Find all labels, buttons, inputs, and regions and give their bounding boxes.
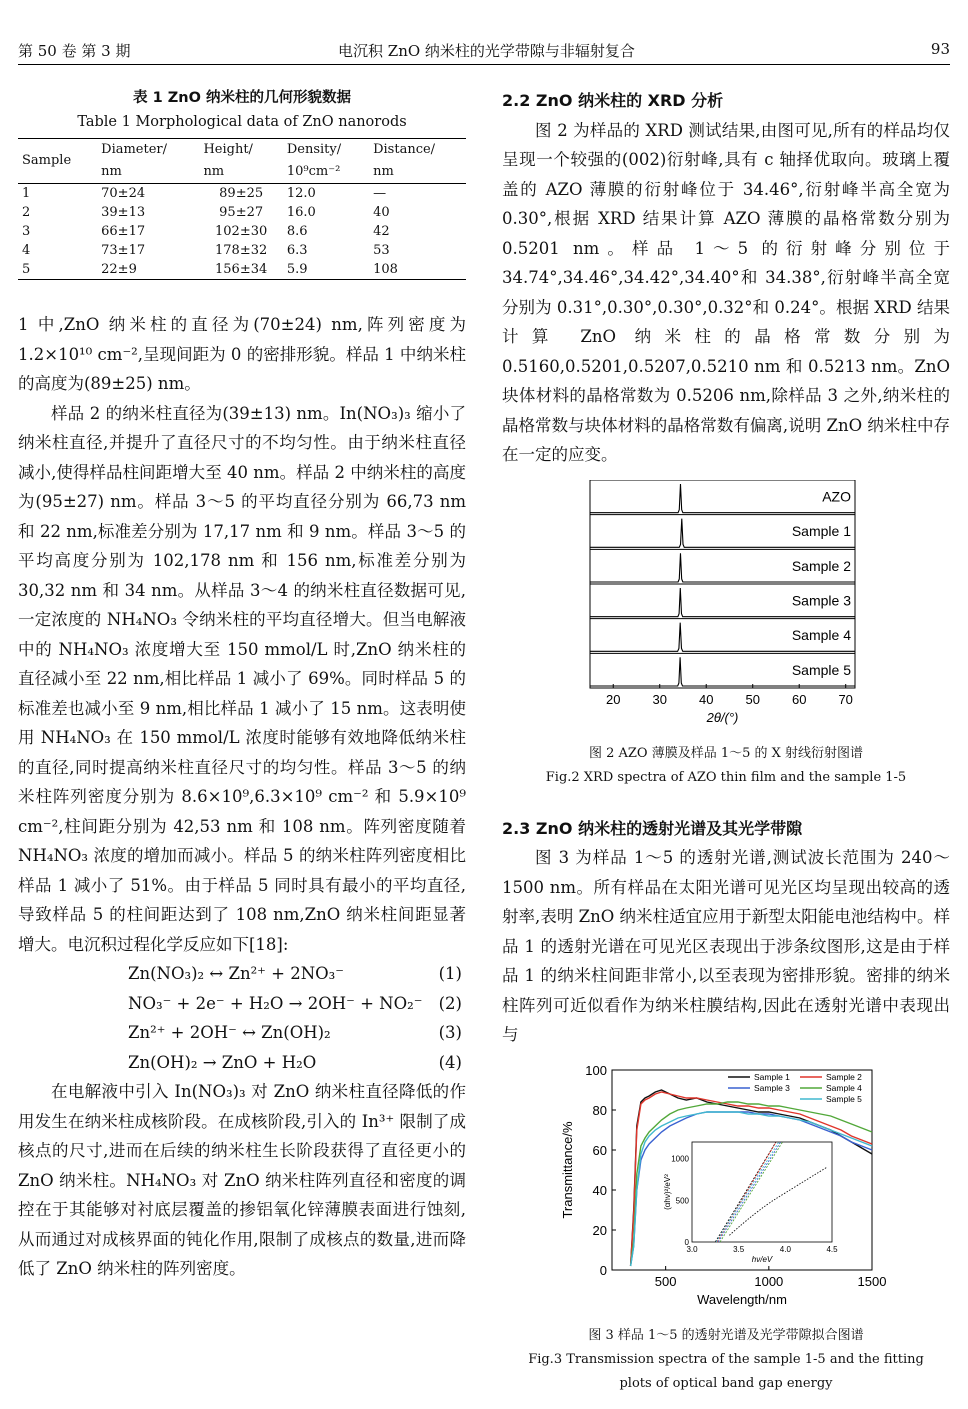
- table-header: Distance/: [373, 142, 436, 157]
- x-tick-label: 60: [791, 691, 807, 707]
- table-header: Sample: [22, 153, 72, 168]
- series-label: Sample 2: [791, 557, 851, 574]
- equation: Zn(NO₃)₂ ↔ Zn²⁺ + 2NO₃⁻ (1): [128, 964, 462, 983]
- x-tick-label: 50: [745, 691, 760, 707]
- figure-2: [502, 480, 950, 742]
- table1-caption-cn: 表 1 ZnO 纳米柱的几何形貌数据: [133, 90, 351, 106]
- figure3-caption-en: Fig.3 Transmission spectra of the sample 1-5 and the fitting: [528, 1351, 924, 1367]
- inset-frame: [692, 1142, 832, 1242]
- table-header: Diameter/: [101, 142, 168, 157]
- series-label: Sample 1: [791, 522, 851, 539]
- paragraph: 图 2 为样品的 XRD 测试结果,由图可见,所有的样品均仅呈现一个较强的(002)衍射峰,具有 c 轴择优取向。玻璃上覆盖的 AZO 薄膜的衍射峰位于 34.46°,衍射峰半高全宽为 0.30°,根据 XRD 结果计算 AZO 薄膜的晶格常数分别为 0.5201 nm。样品 1～5 的衍射峰分别位于 34.74°,34.46°,34.42°,34.40°和 34.38°,衍射峰半高全宽分别为 0.31°,0.30°,0.30°,0.32°和 0.24°。根据 XRD 结果计算 ZnO 纳米柱的晶格常数分别为 0.5160,0.5201,0.5207,0.5210 nm 和 0.5213 nm。ZnO 块体材料的晶格常数为 0.5206 nm,除样品 3 之外,纳米柱的晶格常数与块体材料的晶格常数有偏离,说明 ZnO 纳米柱中存在一定的应变。: [502, 120, 950, 464]
- table1: [18, 138, 466, 280]
- x-tick-label: 40: [698, 691, 714, 707]
- y-tick-label: 0: [599, 1262, 607, 1278]
- series-label: Sample 4: [791, 626, 851, 643]
- inset-y-tick-label: 500: [675, 1195, 689, 1205]
- running-title: 电沉积 ZnO 纳米柱的光学带隙与非辐射复合: [338, 42, 635, 60]
- table1-caption-en: Table 1 Morphological data of ZnO nanorods: [77, 114, 407, 130]
- figure3-caption-cn: 图 3 样品 1～5 的透射光谱及光学带隙拟合图谱: [588, 1327, 864, 1343]
- inset-y-tick-label: 1000: [671, 1154, 689, 1164]
- table-row: 4 73±17 178±32 6.3 53: [22, 243, 390, 258]
- y-tick-label: 80: [592, 1102, 607, 1118]
- inset-x-tick-label: 3.0: [686, 1244, 698, 1254]
- journal-volume: 第 50 卷 第 3 期: [18, 42, 131, 60]
- table-unit: nm: [101, 164, 122, 179]
- inset-x-tick-label: 4.0: [779, 1244, 791, 1254]
- table-row: 3 66±17 102±30 8.6 42: [22, 224, 390, 239]
- paragraph: 样品 2 的纳米柱直径为(39±13) nm。In(NO₃)₃ 缩小了纳米柱直径,并提升了直径尺寸的不均匀性。由于纳米柱直径减小,使得样品柱间距增大至 40 nm。样品 2 中纳米柱的高度为(95±27) nm。样品 3～5 的平均直径分别为 66,73 nm 和 22 nm,标准差分别为 17,17 nm 和 9 nm。样品 3～5 的平均高度分别为 102,178 nm 和 156 nm,标准差分别为 30,32 nm 和 34 nm。从样品 3～4 的纳米柱直径数据可见,一定浓度的 NH₄NO₃ 令纳米柱的平均直径增大。但当电解液中的 NH₄NO₃ 浓度增大至 150 mmol/L 时,ZnO 纳米柱的直径减小至 22 nm,相比样品 1 减小了 69%。同时样品 5 的标准差也减小至 9 nm,相比样品 1 减小了 15 nm。这表明使用 NH₄NO₃ 在 150 mmol/L 浓度时能够有效地降低纳米柱的直径,同时提高纳米柱直径尺寸的均匀性。样品 3～5 的纳米柱阵列密度分别为 8.6×10⁹,6.3×10⁹ cm⁻² 和 5.9×10⁹ cm⁻²,柱间距分别为 42,53 nm 和 108 nm。阵列密度随着 NH₄NO₃ 浓度的增加而减小。样品 5 的纳米柱阵列密度相比样品 1 减小了 51%。由于样品 5 同时具有最小的平均直径,导致样品 5 的柱间距达到了 108 nm,ZnO 纳米柱间距显著增大。电沉积过程化学反应如下[18]:: [18, 403, 466, 954]
- inset-x-tick-label: 4.5: [826, 1244, 838, 1254]
- legend-label: Sample 4: [826, 1082, 862, 1093]
- x-tick-label: 500: [654, 1273, 677, 1289]
- left-column: [18, 86, 466, 1284]
- y-tick-label: 60: [592, 1142, 607, 1158]
- x-tick-label: 20: [606, 691, 621, 707]
- table-unit: nm: [373, 164, 394, 179]
- y-axis-label: Transmittance/%: [560, 1120, 575, 1219]
- x-tick-label: 30: [652, 691, 667, 707]
- table-unit: 10⁹cm⁻²: [286, 164, 341, 179]
- inset-x-axis-label: hν/eV: [751, 1254, 773, 1264]
- figure-3: [502, 1062, 950, 1324]
- x-tick-label: 1000: [754, 1273, 784, 1289]
- right-column: [502, 86, 950, 1396]
- series-label: Sample 5: [791, 661, 851, 678]
- paragraph: 1 中,ZnO 纳米柱的直径为(70±24) nm,阵列密度为 1.2×10¹⁰ cm⁻²,呈现间距为 0 的密排形貌。样品 1 中纳米柱的高度为(89±25) nm。: [18, 315, 466, 393]
- xrd-series-line: [590, 484, 855, 513]
- transmission-chart: [502, 1062, 950, 1324]
- table-row: 1 70±24 89±25 12.0 —: [22, 186, 387, 201]
- section-heading: 2.2 ZnO 纳米柱的 XRD 分析: [502, 91, 724, 110]
- running-header: [18, 38, 950, 65]
- y-tick-label: 20: [592, 1222, 607, 1238]
- paragraph: 图 3 为样品 1～5 的透射光谱,测试波长范围为 240～1500 nm。所有样品在太阳光谱可见光区均呈现出较高的透射率,表明 ZnO 纳米柱适宜应用于新型太阳能电池结构中。样品 1 的透射光谱在可见光区表现出于涉条纹图形,这是由于样品 1 的纳米柱间距非常小,以至表现为密排形貌。密排的纳米柱阵列可近似看作为纳米柱膜结构,因此在透射光谱中表现出与: [502, 848, 950, 1044]
- x-axis-label: 2θ/(°): [706, 709, 739, 725]
- x-tick-label: 70: [838, 691, 853, 707]
- inset-x-tick-label: 3.5: [733, 1244, 745, 1254]
- legend-label: Sample 5: [826, 1093, 862, 1104]
- legend-label: Sample 2: [826, 1071, 862, 1082]
- x-tick-label: 1500: [857, 1273, 887, 1289]
- figure3-caption-en: plots of optical band gap energy: [619, 1375, 833, 1391]
- equation: NO₃⁻ + 2e⁻ + H₂O → 2OH⁻ + NO₂⁻ (2): [128, 993, 462, 1013]
- inset-y-tick-label: 0: [684, 1237, 689, 1247]
- table-header: Density/: [286, 142, 342, 157]
- inset-y-axis-label: (αhν)²/eV²: [663, 1173, 672, 1210]
- series-label: Sample 3: [791, 591, 851, 608]
- x-axis-label: Wavelength/nm: [697, 1291, 787, 1307]
- page-number: 93: [930, 40, 950, 58]
- series-label: AZO: [822, 487, 851, 504]
- section-heading: 2.3 ZnO 纳米柱的透射光谱及其光学带隙: [502, 818, 803, 838]
- y-tick-label: 40: [592, 1182, 607, 1198]
- equation: Zn²⁺ + 2OH⁻ ↔ Zn(OH)₂ (3): [128, 1023, 462, 1042]
- y-tick-label: 100: [585, 1062, 607, 1078]
- equation: Zn(OH)₂ → ZnO + H₂O (4): [128, 1052, 462, 1072]
- equation-block: [18, 959, 466, 1077]
- figure2-caption-en: Fig.2 XRD spectra of AZO thin film and the sample 1-5: [545, 769, 907, 785]
- table-unit: nm: [203, 164, 225, 179]
- table-row: 5 22±9 156±34 5.9 108: [18, 260, 466, 280]
- figure2-caption-cn: 图 2 AZO 薄膜及样品 1～5 的 X 射线衍射图谱: [588, 745, 864, 761]
- table-header: Height/: [203, 142, 253, 157]
- xrd-chart: [502, 480, 950, 742]
- table-row: 2 39±13 95±27 16.0 40: [22, 205, 390, 220]
- legend-label: Sample 1: [754, 1071, 790, 1082]
- paragraph: 在电解液中引入 In(NO₃)₃ 对 ZnO 纳米柱直径降低的作用发生在纳米柱成核阶段。在成核阶段,引入的 In³⁺ 限制了成核点的尺寸,进而在后续的纳米柱生长阶段获得了直径更小的 ZnO 纳米柱。NH₄NO₃ 对 ZnO 纳米柱阵列直径和密度的调控在于其能够对衬底层覆盖的掺铝氧化锌薄膜表面进行蚀刻,从而通过对成核界面的钝化作用,限制了成核点的数量,进而降低了 ZnO 纳米柱的阵列密度。: [18, 1082, 466, 1278]
- legend-label: Sample 3: [754, 1082, 790, 1093]
